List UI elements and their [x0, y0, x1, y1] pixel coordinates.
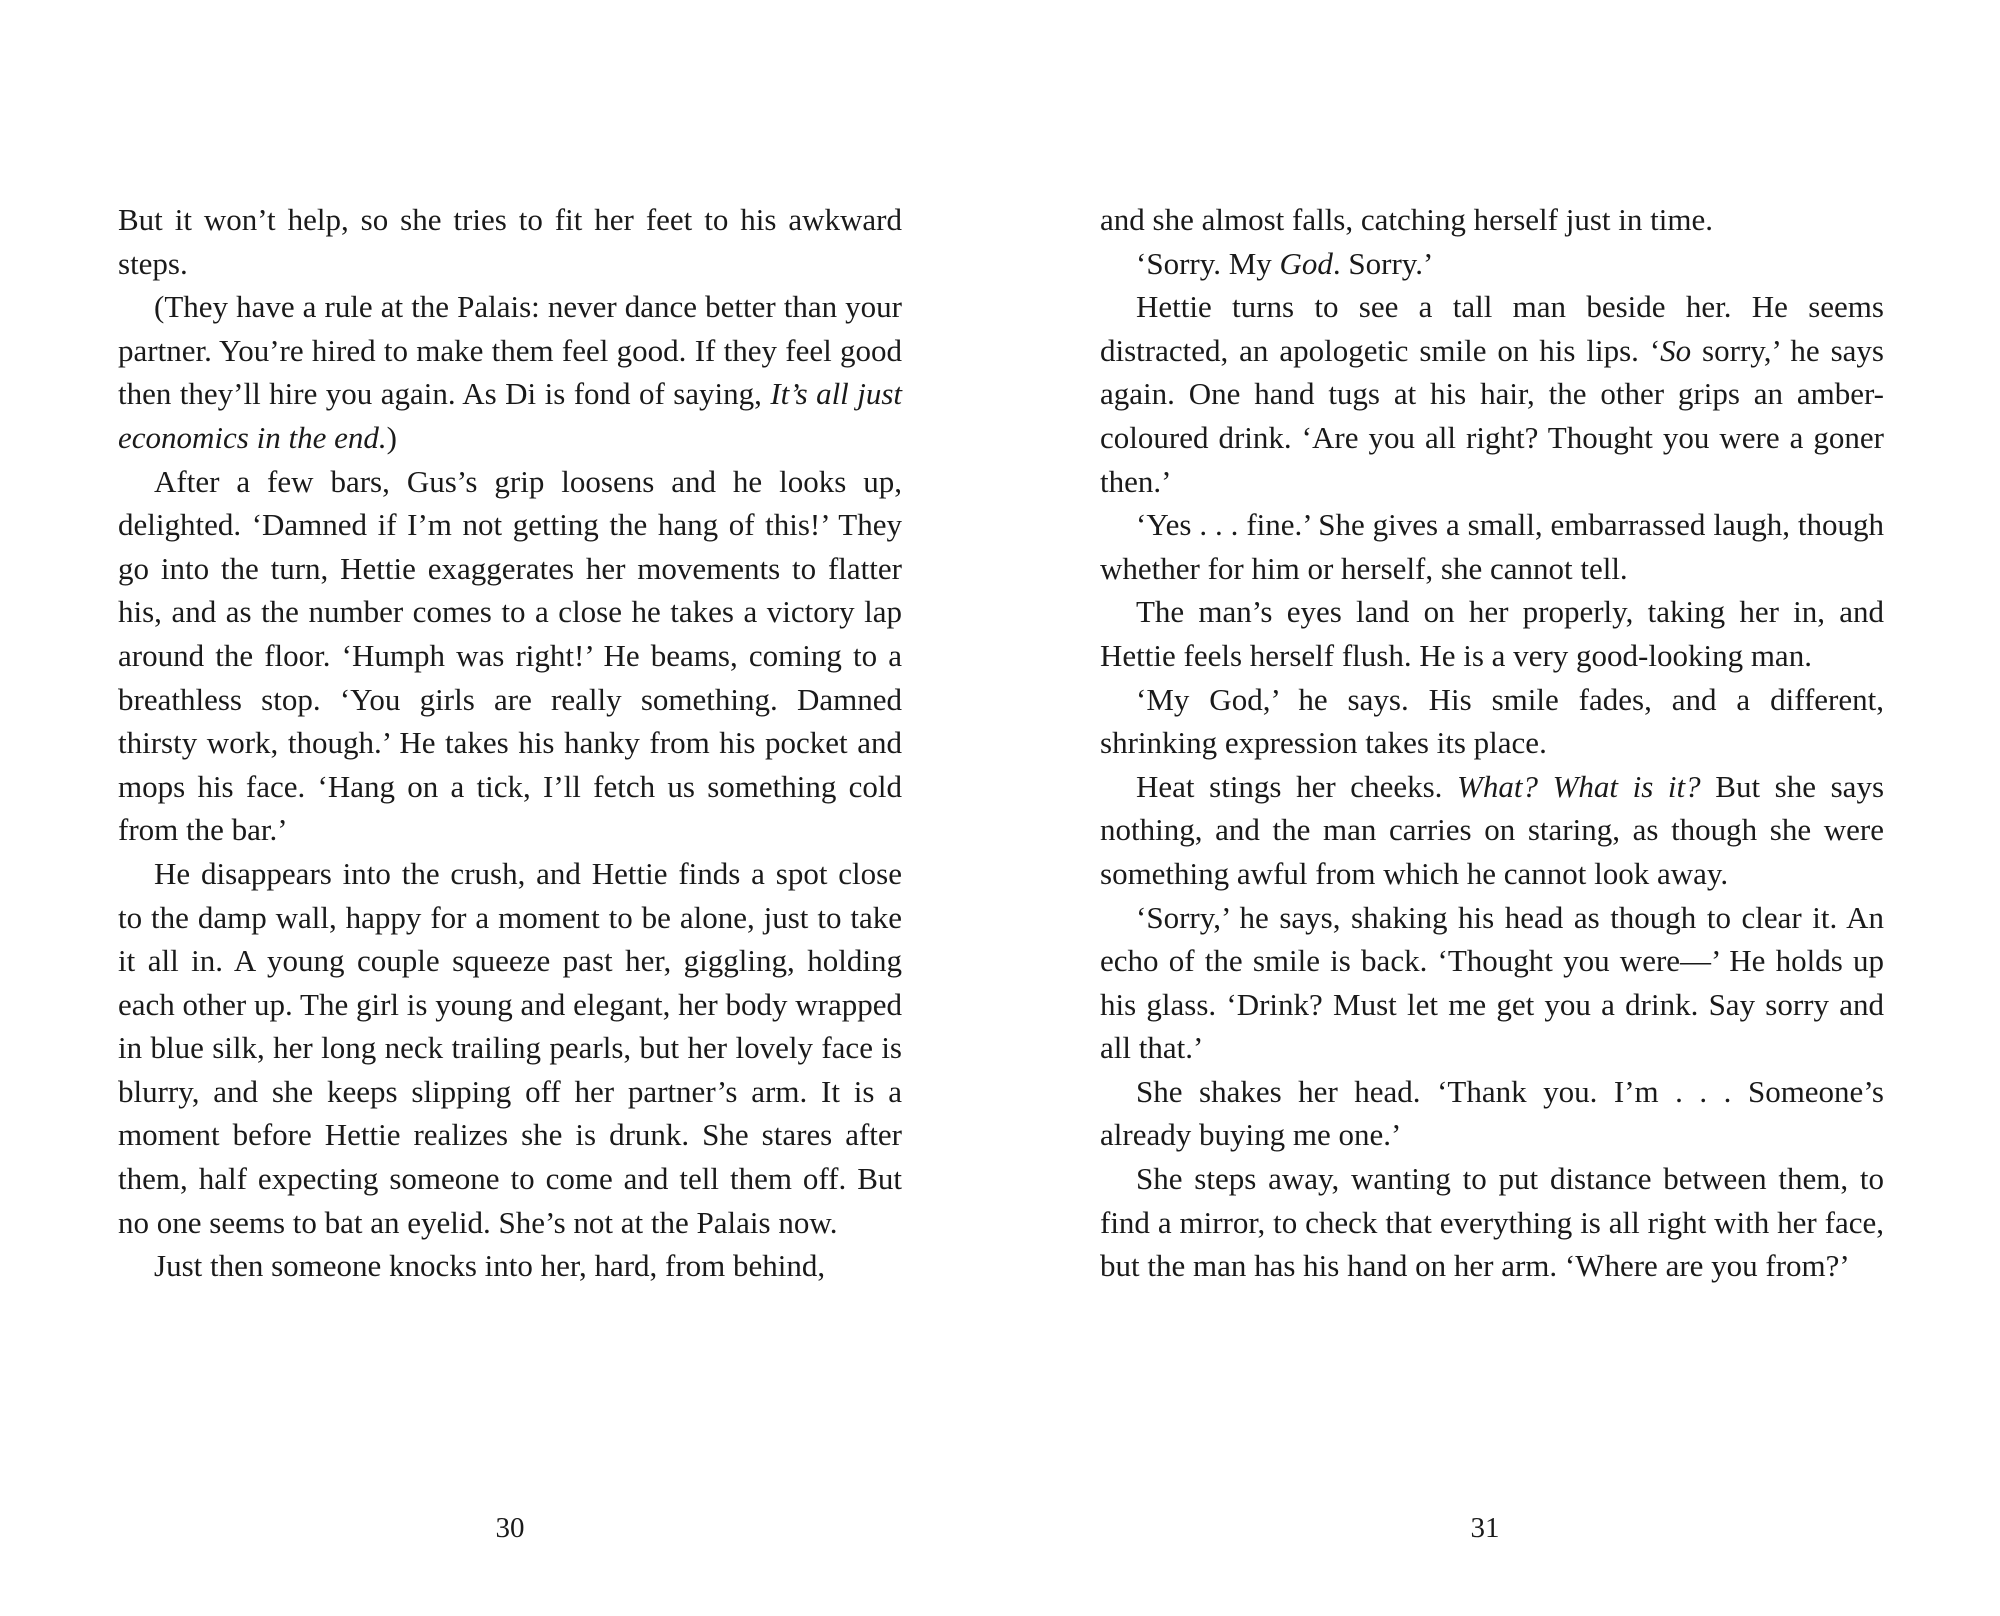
body-text: ‘Yes . . . fine.’ She gives a small, embarrassed laugh, though whether for him or herself, she cannot tell.: [1100, 507, 1884, 586]
body-text: He disappears into the crush, and Hettie finds a spot close to the damp wall, happy for a moment to be alone, just to take it all in. A young couple squeeze past her, giggling, holding each other up. The girl is young and elegant, her body wrapped in blue silk, her long neck trailing pearls, but her lovely face is blurry, and she keeps slipping off her partner’s arm. It is a moment before Hettie realizes she is drunk. She stares after them, half expecting someone to come and tell them off. But no one seems to bat an eyelid. She’s not at the Palais now.: [118, 855, 902, 1240]
body-text: After a few bars, Gus’s grip loosens and he looks up, delighted. ‘Damned if I’m not getting the hang of this!’ They go into the turn, Hettie exaggerates her movements to flatter his, and as the number comes to a close he takes a victory lap around the floor. ‘Humph was right!’ He beams, coming to a breathless stop. ‘You girls are really something. Damned thirsty work, though.’ He takes his hanky from his pocket and mops his face. ‘Hang on a tick, I’ll fetch us something cold from the bar.’: [118, 463, 902, 848]
italic-text: God: [1279, 245, 1333, 281]
right-page-number: 31: [1470, 1512, 1500, 1544]
paragraph: [1100, 590, 1884, 677]
body-text: (They have a rule at the Palais: never dance better than your partner. You’re hired to make them feel good. If they feel good then they’ll hire you again. As Di is fond of saying,: [118, 289, 902, 412]
paragraph: [118, 460, 902, 852]
body-text: Heat stings her cheeks.: [1136, 768, 1458, 804]
paragraph: [1100, 765, 1884, 896]
paragraph: [1100, 1157, 1884, 1288]
paragraph: [1100, 1070, 1884, 1157]
paragraph: [1100, 198, 1884, 242]
paragraph: [118, 285, 902, 459]
paragraph: [1100, 503, 1884, 590]
left-page-text: [118, 198, 902, 1288]
body-text: The man’s eyes land on her properly, taking her in, and Hettie feels herself flush. He is a very good-looking man.: [1100, 594, 1884, 673]
body-text: ): [386, 419, 397, 455]
body-text: ‘Sorry,’ he says, shaking his head as though to clear it. An echo of the smile is back. ‘Thought you were—’ He holds up his glass. ‘Drink? Must let me get you a drink. Say sorry and all that.’: [1100, 899, 1884, 1066]
body-text: ‘My God,’ he says. His smile fades, and a different, shrinking expression takes its place.: [1100, 681, 1884, 761]
paragraph: [1100, 242, 1884, 286]
italic-text: What? What is it?: [1457, 768, 1701, 804]
italic-text: So: [1660, 332, 1692, 368]
paragraph: [118, 852, 902, 1244]
body-text: But it won’t help, so she tries to fit her feet to his awkward steps.: [118, 202, 902, 281]
paragraph: [118, 198, 902, 285]
body-text: She steps away, wanting to put distance between them, to find a mirror, to check that everything is all right with her face, but the man has his hand on her arm. ‘Where are you from?’: [1100, 1161, 1884, 1284]
body-text: sorry,’ he says again. One hand tugs at his hair, the other grips an amber-coloured drink. ‘Are you all right? Thought you were a goner then.’: [1100, 332, 1884, 499]
body-text: . Sorry.’: [1332, 245, 1434, 281]
body-text: and she almost falls, catching herself just in time.: [1100, 202, 1713, 237]
body-text: ‘Sorry. My: [1136, 245, 1280, 281]
paragraph: [118, 1244, 902, 1288]
paragraph: [1100, 678, 1884, 765]
body-text: Hettie turns to see a tall man beside her. He seems distracted, an apologetic smile on his lips. ‘: [1100, 289, 1884, 368]
right-page-text: [1100, 198, 1884, 1288]
body-text: But she says nothing, and the man carries on staring, as though she were something awful from which he cannot look away.: [1100, 768, 1885, 891]
body-text: Just then someone knocks into her, hard, from behind,: [154, 1248, 826, 1284]
left-page-number: 30: [495, 1512, 525, 1544]
paragraph: [1100, 896, 1884, 1070]
body-text: She shakes her head. ‘Thank you. I’m . . . Someone’s already buying me one.’: [1100, 1073, 1884, 1153]
paragraph: [1100, 285, 1884, 503]
italic-text: It’s all just economics in the end.: [118, 376, 903, 455]
right-page: [1000, 0, 2000, 1616]
